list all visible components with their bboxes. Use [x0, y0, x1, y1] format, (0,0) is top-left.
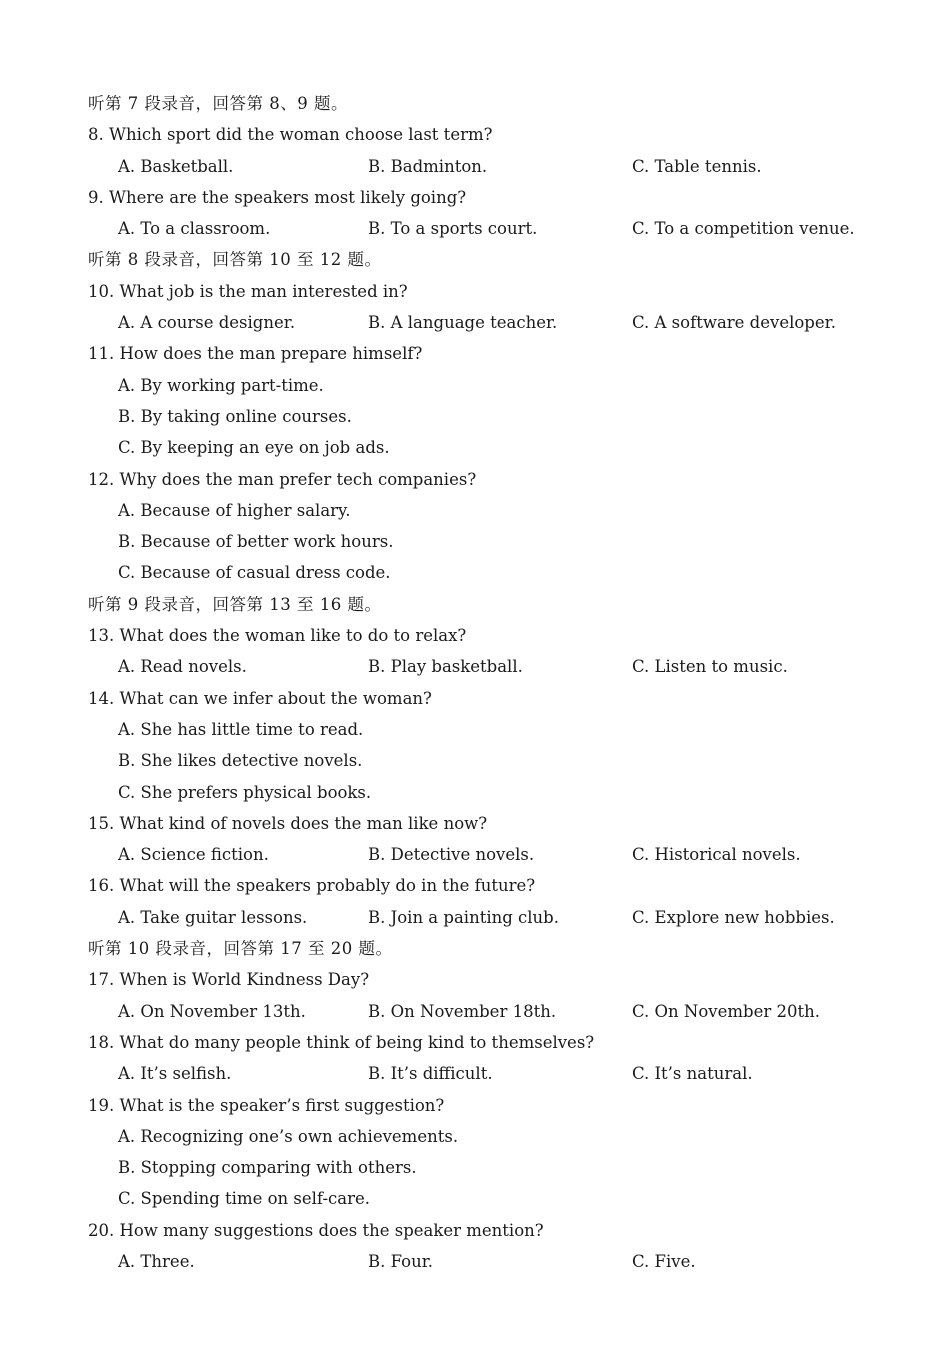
- section-heading: 听第 9 段录音，回答第 13 至 16 题。: [88, 594, 382, 614]
- answer-option-a: A. To a classroom.: [118, 219, 271, 239]
- answer-option-c: C. Explore new hobbies.: [632, 907, 835, 927]
- answer-options-row: [88, 151, 888, 182]
- answer-option: A. Recognizing one’s own achievements.: [118, 1126, 459, 1146]
- answer-option-a: A. A course designer.: [118, 313, 296, 333]
- answer-option-b: B. Badminton.: [368, 156, 488, 176]
- answer-option-a: A. It’s selfish.: [118, 1064, 232, 1084]
- answer-option-c: C. Historical novels.: [632, 845, 801, 865]
- question-stem: 9. Where are the speakers most likely going?: [88, 187, 467, 207]
- answer-option-a: A. Take guitar lessons.: [118, 907, 308, 927]
- answer-option: C. By keeping an eye on job ads.: [118, 438, 390, 458]
- answer-option-b: B. On November 18th.: [368, 1001, 557, 1021]
- answer-options-row: [88, 996, 888, 1027]
- answer-option-b: B. It’s difficult.: [368, 1064, 493, 1084]
- section-heading: 听第 7 段录音，回答第 8、9 题。: [88, 94, 348, 113]
- question-stem: 11. How does the man prepare himself?: [88, 344, 423, 364]
- section-heading: 听第 10 段录音，回答第 17 至 20 题。: [88, 939, 393, 959]
- answer-option: C. She prefers physical books.: [118, 782, 372, 802]
- answer-option-b: B. Four.: [368, 1251, 434, 1271]
- answer-option: B. Stopping comparing with others.: [118, 1158, 417, 1178]
- answer-option-a: A. On November 13th.: [118, 1001, 306, 1021]
- question-stem: 19. What is the speaker’s first suggestion?: [88, 1095, 445, 1115]
- answer-option-b: B. Join a painting club.: [368, 907, 559, 927]
- answer-option-c: C. A software developer.: [632, 313, 836, 333]
- section-heading: 听第 8 段录音，回答第 10 至 12 题。: [88, 250, 382, 270]
- answer-option: A. Because of higher salary.: [118, 500, 351, 520]
- answer-option-a: A. Three.: [118, 1251, 195, 1271]
- question-stem: 13. What does the woman like to do to relax?: [88, 626, 467, 646]
- answer-option: A. She has little time to read.: [118, 719, 364, 739]
- question-stem: 16. What will the speakers probably do in the future?: [88, 876, 536, 896]
- answer-option-a: A. Basketball.: [118, 156, 234, 176]
- answer-option: C. Because of casual dress code.: [118, 563, 391, 583]
- question-stem: 20. How many suggestions does the speaker mention?: [88, 1220, 544, 1240]
- question-stem: 10. What job is the man interested in?: [88, 281, 408, 301]
- answer-option: B. She likes detective novels.: [118, 751, 363, 771]
- answer-options-row: [88, 651, 888, 682]
- answer-option-b: B. A language teacher.: [368, 313, 558, 333]
- answer-option-a: A. Science fiction.: [118, 845, 269, 865]
- answer-option-c: C. It’s natural.: [632, 1064, 753, 1084]
- answer-option: B. Because of better work hours.: [118, 532, 394, 552]
- answer-option-b: B. Detective novels.: [368, 845, 535, 865]
- answer-options-row: [88, 902, 888, 933]
- exam-page: [88, 88, 888, 1277]
- answer-option: A. By working part-time.: [118, 375, 324, 395]
- question-stem: 8. Which sport did the woman choose last term?: [88, 125, 493, 145]
- answer-option: C. Spending time on self-care.: [118, 1189, 371, 1209]
- answer-options-row: [88, 1058, 888, 1089]
- answer-option-c: C. To a competition venue.: [632, 219, 855, 239]
- answer-options-row: [88, 1246, 888, 1277]
- answer-option-c: C. Five.: [632, 1251, 696, 1271]
- question-stem: 18. What do many people think of being kind to themselves?: [88, 1032, 595, 1052]
- answer-options-row: [88, 307, 888, 338]
- answer-option-c: C. Listen to music.: [632, 657, 788, 677]
- answer-option-c: C. Table tennis.: [632, 156, 762, 176]
- answer-options-row: [88, 839, 888, 870]
- answer-option-b: B. Play basketball.: [368, 657, 523, 677]
- answer-option-a: A. Read novels.: [118, 657, 247, 677]
- answer-option: B. By taking online courses.: [118, 406, 352, 426]
- answer-option-b: B. To a sports court.: [368, 219, 538, 239]
- question-stem: 17. When is World Kindness Day?: [88, 970, 370, 990]
- question-stem: 14. What can we infer about the woman?: [88, 688, 432, 708]
- answer-options-row: [88, 213, 888, 244]
- question-stem: 12. Why does the man prefer tech companies?: [88, 469, 477, 489]
- answer-option-c: C. On November 20th.: [632, 1001, 820, 1021]
- question-stem: 15. What kind of novels does the man like now?: [88, 813, 488, 833]
